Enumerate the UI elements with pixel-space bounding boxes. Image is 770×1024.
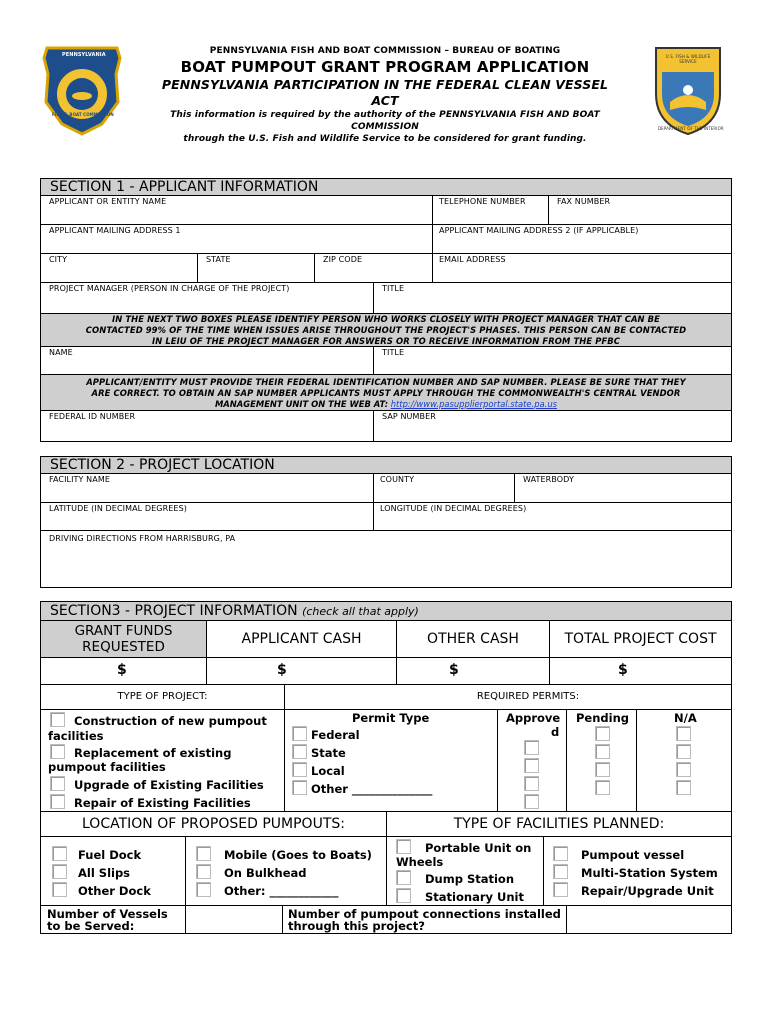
fax-field[interactable] bbox=[548, 195, 732, 225]
facility-name-label: FACILITY NAME bbox=[49, 475, 110, 484]
section3-note: (check all that apply) bbox=[302, 605, 419, 618]
zip-field[interactable] bbox=[314, 253, 433, 283]
contact-title-label: TITLE bbox=[382, 348, 405, 357]
contact-name-field[interactable] bbox=[40, 346, 374, 375]
federal-id-label: FEDERAL ID NUMBER bbox=[49, 412, 136, 421]
dollar-sign: $ bbox=[618, 662, 628, 678]
other-permit-checkbox[interactable] bbox=[292, 780, 307, 795]
stationary-unit-label: Stationary Unit bbox=[425, 890, 524, 904]
city-field[interactable] bbox=[40, 253, 198, 283]
usfws-logo-ring-text: DEPARTMENT OF THE INTERIOR bbox=[658, 126, 724, 131]
portable-unit-label: Portable Unit on bbox=[425, 841, 532, 855]
state-field[interactable] bbox=[197, 253, 315, 283]
na-header: N/A bbox=[674, 711, 697, 725]
repair-upgrade-label: Repair/Upgrade Unit bbox=[581, 884, 714, 898]
replacement-checkbox[interactable] bbox=[50, 744, 65, 759]
all-slips-label: All Slips bbox=[78, 866, 131, 880]
project-manager-label: PROJECT MANAGER (PERSON IN CHARGE OF THE PROJECT) bbox=[49, 284, 290, 293]
pfbc-logo-text: PENNSYLVANIA bbox=[62, 52, 106, 58]
construction-label-2: facilities bbox=[48, 729, 104, 743]
applicant-cash-amount[interactable] bbox=[206, 657, 397, 685]
grant-funds-line2: REQUESTED bbox=[82, 639, 165, 655]
portable-unit-label-2: Wheels bbox=[396, 855, 444, 869]
contact-notice-line3: IN LEIU OF THE PROJECT MANAGER FOR ANSWERS OR TO RECEIVE INFORMATION FROM THE PFBC bbox=[151, 336, 620, 346]
sap-number-label: SAP NUMBER bbox=[382, 412, 436, 421]
authority-text-2: COMMISSION bbox=[351, 122, 419, 132]
form-subtitle: PENNSYLVANIA PARTICIPATION IN THE FEDERAL CLEAN VESSEL bbox=[161, 77, 609, 92]
replacement-label: Replacement of existing bbox=[74, 746, 232, 760]
upgrade-checkbox[interactable] bbox=[50, 776, 65, 791]
approved-header: Approve bbox=[506, 711, 561, 725]
county-label: COUNTY bbox=[380, 475, 415, 484]
project-manager-field[interactable] bbox=[40, 282, 374, 314]
state-permit-checkbox[interactable] bbox=[292, 744, 307, 759]
facility-name-field[interactable] bbox=[40, 473, 374, 503]
fuel-dock-label: Fuel Dock bbox=[78, 848, 142, 862]
form-title: BOAT PUMPOUT GRANT PROGRAM APPLICATION bbox=[180, 58, 590, 76]
telephone-field[interactable] bbox=[432, 195, 549, 225]
federal-id-field[interactable] bbox=[40, 410, 374, 442]
pending-header: Pending bbox=[576, 711, 630, 725]
email-field[interactable] bbox=[432, 253, 732, 283]
replacement-label-2: pumpout facilities bbox=[48, 760, 166, 774]
other-pending-checkbox[interactable] bbox=[595, 780, 610, 795]
federal-na-checkbox[interactable] bbox=[676, 726, 691, 741]
dump-station-label: Dump Station bbox=[425, 872, 515, 886]
stationary-unit-checkbox[interactable] bbox=[396, 888, 411, 903]
local-pending-checkbox[interactable] bbox=[595, 762, 610, 777]
permits-col-divider-2 bbox=[566, 709, 567, 812]
waterbody-label: WATERBODY bbox=[523, 475, 574, 484]
agency-name: PENNSYLVANIA FISH AND BOAT COMMISSION – BUREAU OF BOATING bbox=[209, 46, 561, 56]
grant-funds-header bbox=[40, 620, 207, 658]
multi-station-label: Multi-Station System bbox=[581, 866, 718, 880]
federal-notice-line3 bbox=[41, 399, 731, 409]
local-na-checkbox[interactable] bbox=[676, 762, 691, 777]
contact-title-field[interactable] bbox=[373, 346, 732, 375]
pumpout-vessel-checkbox[interactable] bbox=[553, 846, 568, 861]
authority-text-3: through the U.S. Fish and Wildlife Service to be considered for grant funding. bbox=[183, 134, 587, 144]
state-permit-label: State bbox=[311, 746, 346, 760]
federal-notice-text: MANAGEMENT UNIT ON THE WEB AT: bbox=[214, 399, 389, 409]
vessels-label-2: to be Served: bbox=[47, 919, 135, 933]
other-permit-label: Other ______________ bbox=[311, 782, 433, 796]
permits-col-divider-3 bbox=[636, 709, 637, 812]
latitude-field[interactable] bbox=[40, 502, 374, 531]
contact-notice-line1: IN THE NEXT TWO BOXES PLEASE IDENTIFY PERSON WHO WORKS CLOSELY WITH PROJECT MANAGER THAT CAN BE bbox=[112, 314, 660, 324]
construction-label: Construction of new pumpout bbox=[74, 714, 267, 728]
contact-notice-line2: CONTACTED 99% OF THE TIME WHEN ISSUES ARISE THROUGHOUT THE PROJECT'S PHASES. THIS PERSON CAN BE CONTACTED bbox=[85, 325, 687, 335]
other-location-checkbox[interactable] bbox=[196, 882, 211, 897]
mobile-checkbox[interactable] bbox=[196, 846, 211, 861]
contact-name-label: NAME bbox=[49, 348, 73, 357]
vessels-label-cell bbox=[40, 905, 186, 934]
other-cash-header: OTHER CASH bbox=[396, 620, 550, 658]
contact-notice bbox=[40, 313, 732, 347]
other-approved-checkbox[interactable] bbox=[524, 794, 539, 809]
permits-col-divider-1 bbox=[497, 709, 498, 812]
local-approved-checkbox[interactable] bbox=[524, 776, 539, 791]
telephone-label: TELEPHONE NUMBER bbox=[439, 197, 526, 206]
section3-header bbox=[40, 601, 732, 620]
state-na-checkbox[interactable] bbox=[676, 744, 691, 759]
address1-label: APPLICANT MAILING ADDRESS 1 bbox=[49, 226, 181, 235]
construction-checkbox[interactable] bbox=[50, 712, 65, 727]
dollar-sign: $ bbox=[277, 662, 287, 678]
connections-label-2: through this project? bbox=[288, 919, 425, 933]
repair-upgrade-checkbox[interactable] bbox=[553, 882, 568, 897]
address2-label: APPLICANT MAILING ADDRESS 2 (IF APPLICABLE) bbox=[439, 226, 639, 235]
grant-funds-line1: GRANT FUNDS bbox=[74, 623, 173, 639]
pm-title-field[interactable] bbox=[373, 282, 732, 314]
locations-divider bbox=[185, 836, 186, 906]
location-header: LOCATION OF PROPOSED PUMPOUTS: bbox=[40, 811, 387, 837]
fax-label: FAX NUMBER bbox=[557, 197, 611, 206]
connections-label-cell bbox=[282, 905, 567, 934]
vessels-label: Number of Vessels bbox=[47, 907, 168, 921]
state-approved-checkbox[interactable] bbox=[524, 758, 539, 773]
directions-label: DRIVING DIRECTIONS FROM HARRISBURG, PA bbox=[49, 534, 236, 543]
state-label: STATE bbox=[206, 255, 231, 264]
pfbc-logo-ring-text: FISH & BOAT COMMISSION bbox=[52, 112, 114, 117]
portable-unit-checkbox[interactable] bbox=[396, 839, 411, 854]
city-label: CITY bbox=[49, 255, 68, 264]
total-cost-amount[interactable] bbox=[549, 657, 732, 685]
address2-field[interactable] bbox=[432, 224, 732, 254]
bulkhead-label: On Bulkhead bbox=[224, 866, 307, 880]
federal-pending-checkbox[interactable] bbox=[595, 726, 610, 741]
multi-station-checkbox[interactable] bbox=[553, 864, 568, 879]
other-dock-label: Other Dock bbox=[78, 884, 151, 898]
approved-header-2: d bbox=[551, 725, 560, 739]
section1-header: SECTION 1 - APPLICANT INFORMATION bbox=[40, 178, 732, 195]
state-pending-checkbox[interactable] bbox=[595, 744, 610, 759]
other-na-checkbox[interactable] bbox=[676, 780, 691, 795]
mobile-label: Mobile (Goes to Boats) bbox=[224, 848, 372, 862]
pumpout-vessel-label: Pumpout vessel bbox=[581, 848, 685, 862]
county-field[interactable] bbox=[373, 473, 515, 503]
dollar-sign: $ bbox=[117, 662, 127, 678]
other-cash-amount[interactable] bbox=[396, 657, 550, 685]
all-slips-checkbox[interactable] bbox=[52, 864, 67, 879]
section2-header: SECTION 2 - PROJECT LOCATION bbox=[40, 456, 732, 473]
local-permit-checkbox[interactable] bbox=[292, 762, 307, 777]
applicant-name-label: APPLICANT OR ENTITY NAME bbox=[49, 197, 167, 206]
pm-title-label: TITLE bbox=[382, 284, 405, 293]
facilities-header: TYPE OF FACILITIES PLANNED: bbox=[386, 811, 732, 837]
authority-text: This information is required by the authority of the PENNSYLVANIA FISH AND BOAT bbox=[170, 110, 600, 120]
required-permits-header: REQUIRED PERMITS: bbox=[284, 684, 732, 710]
sap-number-field[interactable] bbox=[373, 410, 732, 442]
bulkhead-checkbox[interactable] bbox=[196, 864, 211, 879]
facilities-divider bbox=[543, 836, 544, 906]
repair-checkbox[interactable] bbox=[50, 794, 65, 809]
other-location-label: Other: ____________ bbox=[224, 884, 339, 898]
dump-station-checkbox[interactable] bbox=[396, 870, 411, 885]
directions-field[interactable] bbox=[40, 530, 732, 588]
applicant-cash-header: APPLICANT CASH bbox=[206, 620, 397, 658]
connections-input[interactable] bbox=[566, 905, 732, 934]
grant-funds-amount[interactable] bbox=[40, 657, 207, 685]
form-subtitle-2: ACT bbox=[371, 93, 399, 108]
permit-type-header: Permit Type bbox=[352, 711, 430, 725]
federal-permit-label: Federal bbox=[311, 728, 360, 742]
longitude-field[interactable] bbox=[373, 502, 732, 531]
federal-permit-checkbox[interactable] bbox=[292, 726, 307, 741]
sap-portal-link[interactable]: http://www.pasupplierportal.state.pa.us bbox=[390, 399, 558, 409]
local-permit-label: Local bbox=[311, 764, 345, 778]
upgrade-label: Upgrade of Existing Facilities bbox=[74, 778, 264, 792]
address1-field[interactable] bbox=[40, 224, 433, 254]
longitude-label: LONGITUDE (IN DECIMAL DEGREES) bbox=[380, 504, 527, 513]
dollar-sign: $ bbox=[449, 662, 459, 678]
repair-label: Repair of Existing Facilities bbox=[74, 796, 251, 810]
waterbody-field[interactable] bbox=[514, 473, 732, 503]
email-label: EMAIL ADDRESS bbox=[439, 255, 506, 264]
total-cost-header: TOTAL PROJECT COST bbox=[549, 620, 732, 658]
latitude-label: LATITUDE (IN DECIMAL DEGREES) bbox=[49, 504, 187, 513]
federal-notice bbox=[40, 374, 732, 411]
connections-label: Number of pumpout connections installed bbox=[288, 907, 561, 921]
other-dock-checkbox[interactable] bbox=[52, 882, 67, 897]
applicant-name-field[interactable] bbox=[40, 195, 433, 225]
fuel-dock-checkbox[interactable] bbox=[52, 846, 67, 861]
vessels-input[interactable] bbox=[185, 905, 283, 934]
section3-title: SECTION3 - PROJECT INFORMATION bbox=[50, 603, 298, 619]
federal-approved-checkbox[interactable] bbox=[524, 740, 539, 755]
usfws-logo-text: U.S. FISH & WILDLIFE SERVICE bbox=[665, 54, 711, 64]
type-of-project-header: TYPE OF PROJECT: bbox=[40, 684, 285, 710]
federal-notice-line1: APPLICANT/ENTITY MUST PROVIDE THEIR FEDERAL IDENTIFICATION NUMBER AND SAP NUMBER. PLEASE BE SURE THAT THEY bbox=[86, 377, 686, 387]
zip-label: ZIP CODE bbox=[323, 255, 363, 264]
federal-notice-line2: ARE CORRECT. TO OBTAIN AN SAP NUMBER APPLICANTS MUST APPLY THROUGH THE COMMONWEALTH'S CENTRAL VENDOR bbox=[91, 388, 681, 398]
